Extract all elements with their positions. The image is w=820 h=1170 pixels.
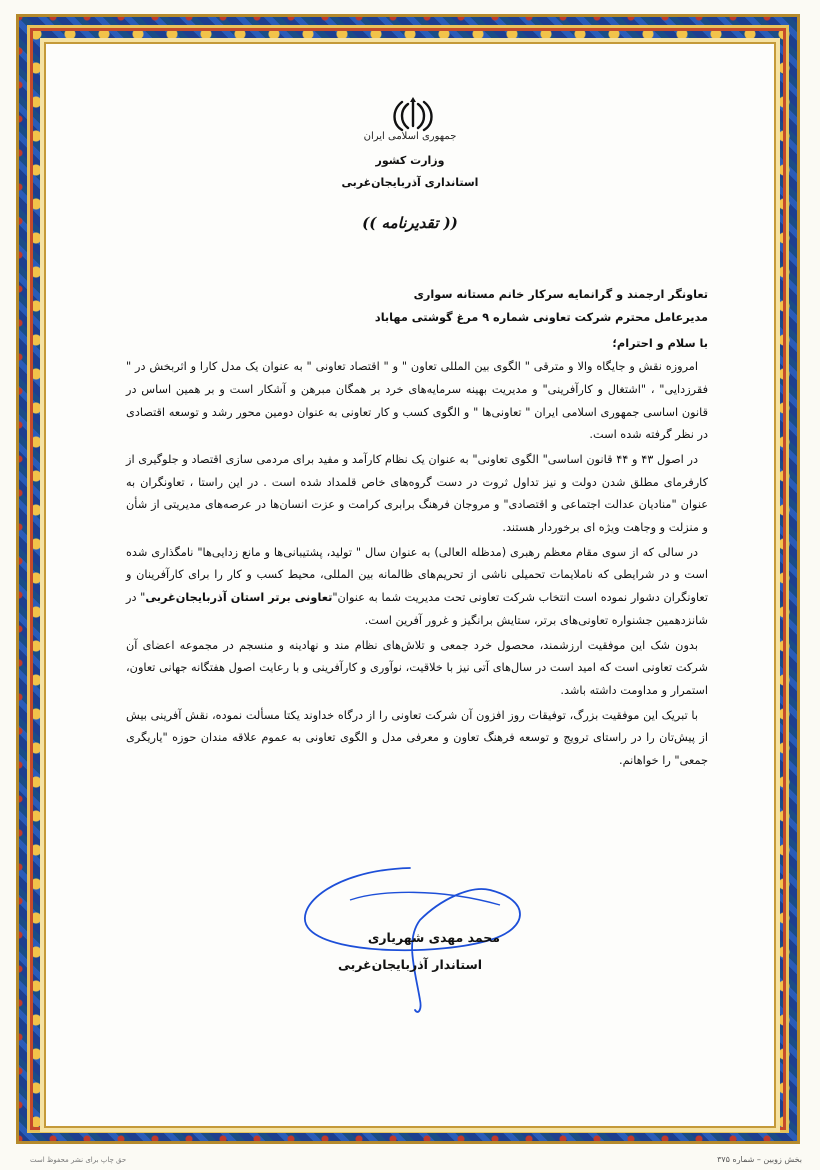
footer-reference: بخش زوبین – شماره ۳۷۵ [717, 1155, 802, 1164]
iran-emblem-icon [388, 96, 438, 136]
paragraph-text: در سالی که از سوی مقام معظم رهبری (مدظله العالی) به عنوان سال " تولید، پشتیبانی‌ها و مانع زدایی‌ها" نامگذاری شده است و در شرایطی که ناملایمات تحمیلی ناشی از تحریم‌های ظالمانه بین المللی، محیط کسب و کار را برای کارآفرینان و تعاونگران دشوار نموده است انتخاب شرکت تعاونی تحت مدیریت شما به عنوان" [126, 545, 708, 605]
letter-body [126, 284, 708, 773]
emblem-caption: جمهوری اسلامی ایران [363, 131, 457, 142]
paragraph: امروزه نقش و جایگاه والا و مترقی " الگوی بین المللی تعاون " و " اقتصاد تعاونی " به عنوان یک مدل کارا و اثربخش در " فقرزدایی" ، "اشتغال و کارآفرینی" و مدیریت بهینه سرمایه‌های خرد بر همگان مبرهن و آشکار است و بر همین اساس در قانون اساسی جمهوری اسلامی ایران " تعاونی‌ها " و الگوی کسب و کار تعاونی به عنوان دومین محور رشد و توسعه اقتصادی در نظر گرفته شده است. [126, 360, 708, 442]
greeting: با سلام و احترام؛ [612, 337, 708, 351]
footer-copyright: حق چاپ برای نشر محفوظ است [30, 1156, 127, 1164]
paragraph: در اصول ۴۳ و ۴۴ قانون اساسی" الگوی تعاونی" به عنوان یک نظام کارآمد و مفید برای مردمی سازی اقتصاد و جلوگیری از کارفرمای مطلق شدن دولت و نیز تداول ثروت در دست گروه‌های خاص قلمداد شده است . در این راستا ، تعاونگران به عنوان "منادیان عدالت اجتماعی و اقتصادی" و مروجان فرهنگ برابری کرامت و عزت انسان‌ها در عرصه‌های مدیریتی از شأن و منزلت و وجاهت ویژه ای برخوردار هستند. [126, 452, 708, 535]
paragraph-text: " در شانزدهمین جشنواره تعاونی‌های برتر، ستایش برانگیز و غرور آفرین است. [126, 591, 708, 627]
document-title: (( تقدیرنامه )) [362, 214, 458, 232]
signatory-name: محمد مهدی شهریاری [367, 930, 500, 945]
ministry-name: وزارت کشور [375, 154, 445, 167]
award-title: تعاونی برتر استان آذربایجان‌غربی [145, 591, 333, 605]
province-office: استانداری آذربایجان‌غربی [341, 176, 479, 189]
paragraph [126, 542, 708, 633]
recipient-line: مدیرعامل محترم شرکت تعاونی شماره ۹ مرغ گوشتی مهاباد [374, 310, 708, 324]
signatory-title: استاندار آذربایجان‌غربی [337, 957, 483, 972]
paragraph: با تبریک این موفقیت بزرگ، توفیقات روز افزون آن شرکت تعاونی را از درگاه خداوند یکتا مسألت نموده، نقش آفرینی بیش از پیش‌تان را در راستای ترویج و توسعه فرهنگ تعاون و معرفی مدل و الگوی تعاونی به عموم علاقه مندان حوزه "یاریگری جمعی" را خواهانم. [126, 708, 708, 768]
recipient-line: تعاونگر ارجمند و گرانمایه سرکار خانم مستانه سواری [413, 288, 708, 301]
paragraph: بدون شک این موفقیت ارزشمند، محصول خرد جمعی و تلاش‌های نظام مند و نهادینه و منسجم در مجموعه اعضای آن شرکت تعاونی است که امید است در سال‌های آتی نیز با خلاقیت، نوآوری و کارآفرینی و با رعایت اصول هفتگانه جهانی تعاون، استمرار و مداومت داشته باشد. [126, 638, 708, 697]
